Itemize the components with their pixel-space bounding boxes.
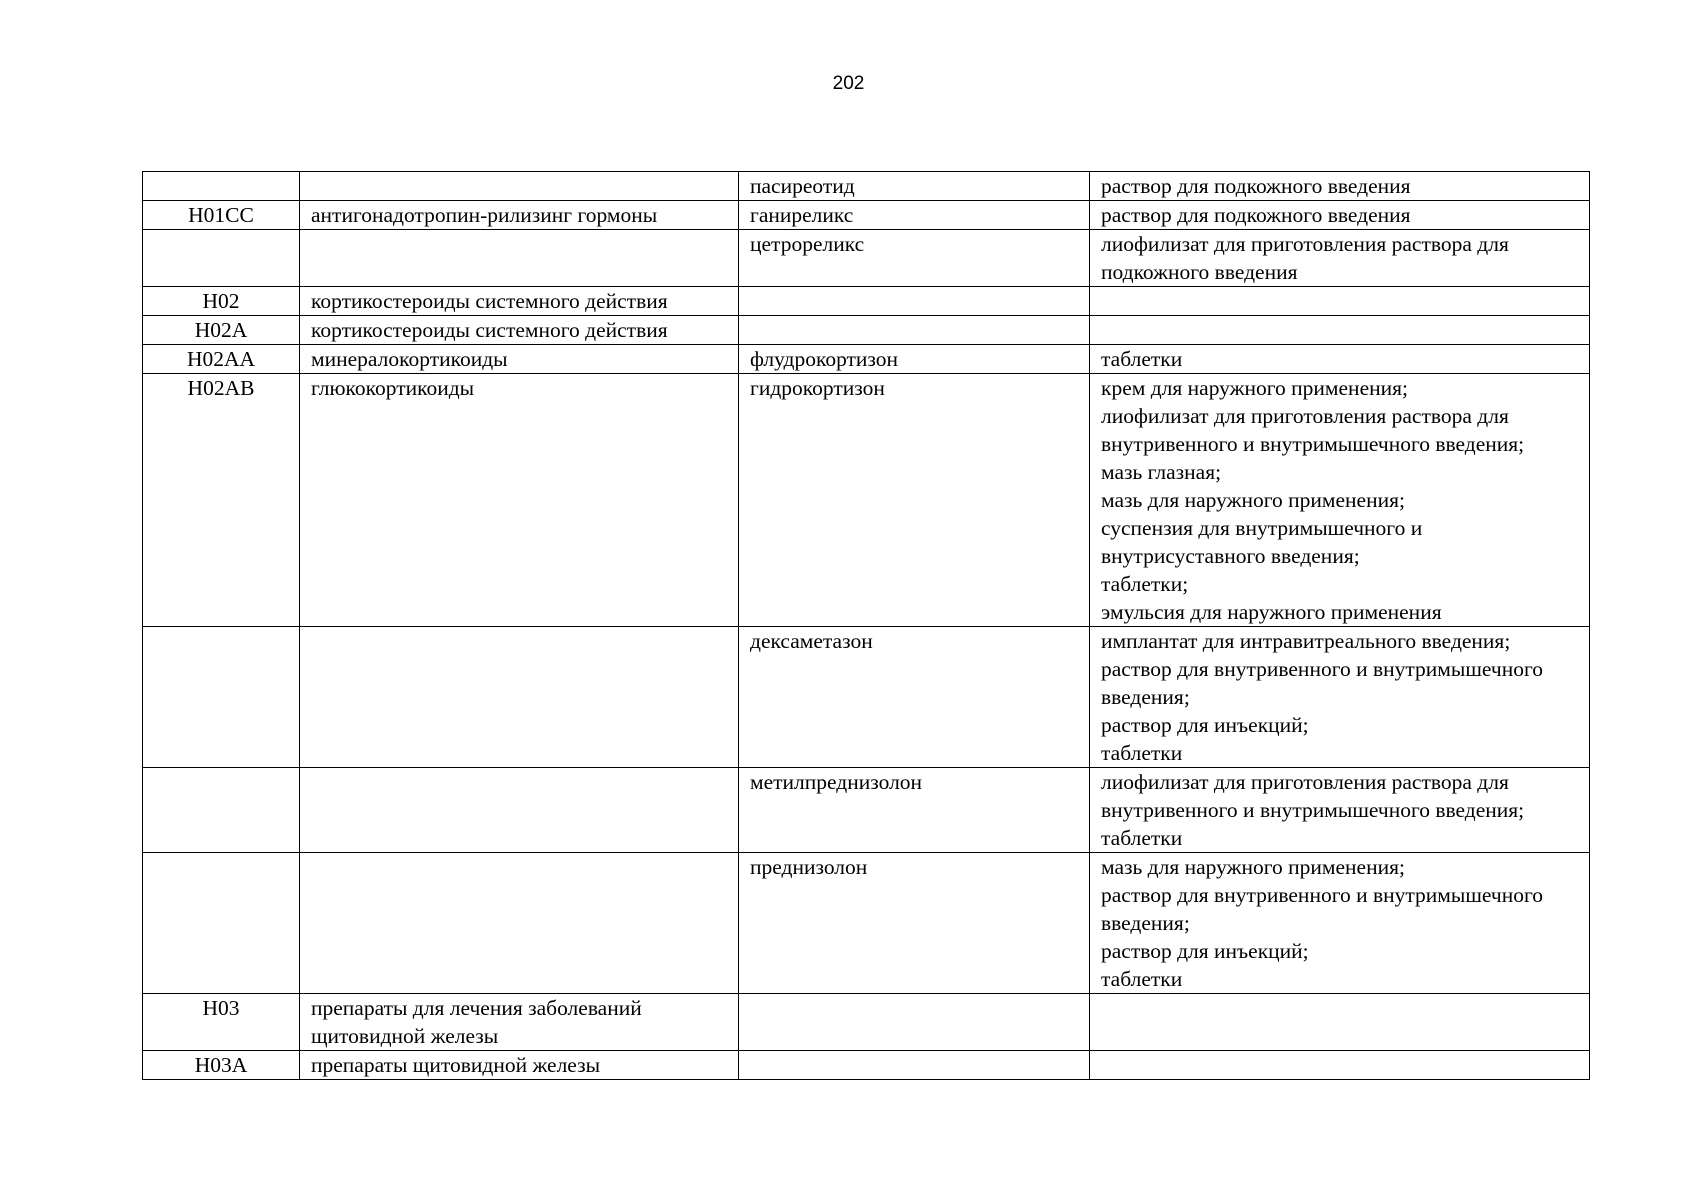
group-cell: минералокортикоиды xyxy=(300,345,739,374)
dosage-form-cell: мазь для наружного применения; раствор для внутривенного и внутримышечного введения; раствор для инъекций; таблетки xyxy=(1090,853,1590,994)
atc-code-cell xyxy=(143,627,300,768)
group-cell: глюкокортикоиды xyxy=(300,374,739,627)
dosage-form-cell xyxy=(1090,287,1590,316)
drug-cell xyxy=(739,1051,1090,1080)
group-cell: препараты щитовидной железы xyxy=(300,1051,739,1080)
table-row xyxy=(143,345,1590,374)
atc-code-cell: H03 xyxy=(143,994,300,1051)
drug-cell: преднизолон xyxy=(739,853,1090,994)
dosage-form-cell: крем для наружного применения; лиофилизат для приготовления раствора для внутривенного и внутримышечного введения; мазь глазная; мазь для наружного применения; суспензия для внутримышечного и внутрисуставного введения; таблетки; эмульсия для наружного применения xyxy=(1090,374,1590,627)
group-cell: кортикостероиды системного действия xyxy=(300,287,739,316)
table-row xyxy=(143,1051,1590,1080)
dosage-form-cell: раствор для подкожного введения xyxy=(1090,172,1590,201)
drug-cell: гидрокортизон xyxy=(739,374,1090,627)
page-number: 202 xyxy=(832,73,865,94)
atc-code-cell: H01CC xyxy=(143,201,300,230)
dosage-form-cell xyxy=(1090,1051,1590,1080)
group-cell xyxy=(300,627,739,768)
table-row xyxy=(143,316,1590,345)
drug-cell xyxy=(739,994,1090,1051)
dosage-form-cell: таблетки xyxy=(1090,345,1590,374)
drug-cell: флудрокортизон xyxy=(739,345,1090,374)
drug-cell: цетрореликс xyxy=(739,230,1090,287)
table-row xyxy=(143,853,1590,994)
atc-code-cell: H02AB xyxy=(143,374,300,627)
drug-list-table xyxy=(142,171,1590,1080)
atc-code-cell xyxy=(143,172,300,201)
group-cell xyxy=(300,172,739,201)
table-row xyxy=(143,994,1590,1051)
group-cell: препараты для лечения заболеваний щитовидной железы xyxy=(300,994,739,1051)
group-cell: кортикостероиды системного действия xyxy=(300,316,739,345)
drug-cell: дексаметазон xyxy=(739,627,1090,768)
table-row xyxy=(143,287,1590,316)
drug-cell: метилпреднизолон xyxy=(739,768,1090,853)
group-cell xyxy=(300,230,739,287)
drug-cell: ганиреликс xyxy=(739,201,1090,230)
dosage-form-cell: лиофилизат для приготовления раствора для внутривенного и внутримышечного введения; таблетки xyxy=(1090,768,1590,853)
dosage-form-cell: имплантат для интравитреального введения; раствор для внутривенного и внутримышечного введения; раствор для инъекций; таблетки xyxy=(1090,627,1590,768)
atc-code-cell: H02A xyxy=(143,316,300,345)
dosage-form-cell xyxy=(1090,994,1590,1051)
table-row xyxy=(143,201,1590,230)
dosage-form-cell xyxy=(1090,316,1590,345)
table-row xyxy=(143,230,1590,287)
dosage-form-cell: лиофилизат для приготовления раствора для подкожного введения xyxy=(1090,230,1590,287)
table-row xyxy=(143,374,1590,627)
group-cell xyxy=(300,768,739,853)
drug-cell xyxy=(739,287,1090,316)
table-row xyxy=(143,627,1590,768)
group-cell xyxy=(300,853,739,994)
drug-cell: пасиреотид xyxy=(739,172,1090,201)
atc-code-cell xyxy=(143,768,300,853)
atc-code-cell: H02AA xyxy=(143,345,300,374)
atc-code-cell: H02 xyxy=(143,287,300,316)
dosage-form-cell: раствор для подкожного введения xyxy=(1090,201,1590,230)
table-row xyxy=(143,172,1590,201)
table-row xyxy=(143,768,1590,853)
atc-code-cell xyxy=(143,853,300,994)
drug-cell xyxy=(739,316,1090,345)
atc-code-cell xyxy=(143,230,300,287)
atc-code-cell: H03A xyxy=(143,1051,300,1080)
group-cell: антигонадотропин-рилизинг гормоны xyxy=(300,201,739,230)
